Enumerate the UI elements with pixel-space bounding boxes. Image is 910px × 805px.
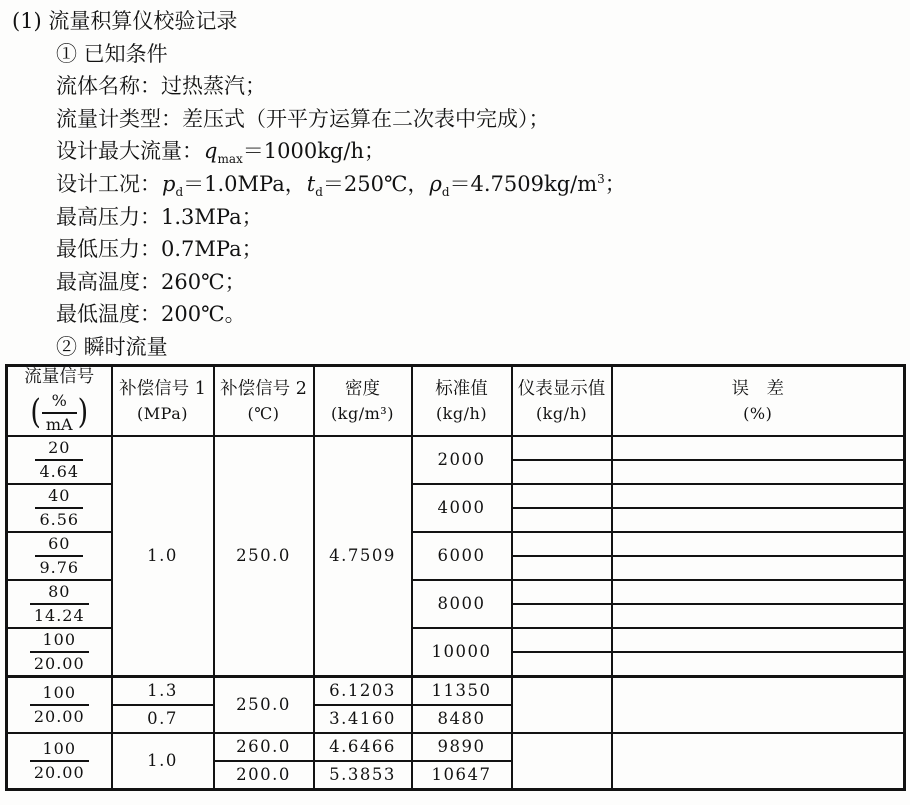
display-value-blank-cell [512, 436, 612, 460]
col-header-flow-signal: 流量信号 ( $\frac{\%}{mA}$ ) [7, 366, 112, 436]
col-header-density: 密度 (kg/m³) [314, 366, 412, 436]
max-pressure-line: 最高压力：1.3MPa； [56, 204, 263, 229]
density-cell: 5.3853 [314, 761, 412, 790]
density-cell: 4.7509 [314, 436, 412, 677]
flow-signal-cell: $\frac{80}{14.24}$ [7, 580, 112, 628]
col-header-comp2: 补偿信号 2 (℃) [214, 366, 314, 436]
flow-signal-cell: $\frac{100}{20.00}$ [7, 676, 112, 733]
standard-value-cell: 9890 [412, 733, 512, 761]
display-value-blank-cell [512, 460, 612, 484]
display-value-blank-cell [512, 556, 612, 580]
known-conditions-heading: ① 已知条件 [56, 41, 168, 66]
design-condition-line: 设计工况：$p_d=1.0MPa$，$t_d=250℃$，$\rho_d=4.7509kg/m^3$； [56, 171, 626, 200]
flow-signal-cell: $\frac{100}{20.00}$ [7, 733, 112, 790]
error-blank-cell [612, 604, 905, 628]
standard-value-cell: 2000 [412, 436, 512, 484]
flow-signal-cell: $\frac{40}{6.56}$ [7, 484, 112, 532]
doc-title: (1) 流量积算仪校验记录 [12, 9, 238, 33]
standard-value-cell: 4000 [412, 484, 512, 532]
meter-type-line: 流量计类型：差压式（开平方运算在二次表中完成）； [56, 106, 550, 131]
standard-value-cell: 11350 [412, 676, 512, 705]
col-header-error: 误 差 (%) [612, 366, 905, 436]
left-paren: ( [30, 393, 41, 433]
col-header-display: 仪表显示值 (kg/h) [512, 366, 612, 436]
error-blank-cell [612, 484, 905, 508]
compensation1-cell: 1.3 [112, 676, 214, 705]
error-blank-cell [612, 676, 905, 733]
design-max-flow-line: 设计最大流量：$q_{max}=1000kg/h$； [56, 139, 385, 167]
standard-value-cell: 10000 [412, 628, 512, 677]
compensation2-cell: 250.0 [214, 436, 314, 677]
standard-value-cell: 8000 [412, 580, 512, 628]
display-value-blank-cell [512, 676, 612, 733]
error-blank-cell [612, 436, 905, 460]
flow-signal-cell: $\frac{20}{4.64}$ [7, 436, 112, 484]
display-value-blank-cell [512, 604, 612, 628]
compensation1-cell: 1.0 [112, 436, 214, 677]
min-pressure-line: 最低压力：0.7MPa； [56, 237, 263, 262]
compensation1-cell: 0.7 [112, 705, 214, 733]
compensation2-cell: 260.0 [214, 733, 314, 761]
error-blank-cell [612, 556, 905, 580]
flow-signal-cell: $\frac{60}{9.76}$ [7, 532, 112, 580]
col-header-standard: 标准值 (kg/h) [412, 366, 512, 436]
error-blank-cell [612, 628, 905, 652]
compensation1-cell: 1.0 [112, 733, 214, 790]
min-temp-line: 最低温度：200℃。 [56, 302, 246, 327]
right-paren: ) [77, 393, 89, 433]
col-header-comp1: 补偿信号 1 (MPa) [112, 366, 214, 436]
fluid-name-line: 流体名称：过热蒸汽； [56, 74, 266, 99]
display-value-blank-cell [512, 532, 612, 556]
display-value-blank-cell [512, 733, 612, 790]
instant-flow-heading: ② 瞬时流量 [56, 334, 168, 359]
standard-value-cell: 10647 [412, 761, 512, 790]
density-cell: 3.4160 [314, 705, 412, 733]
error-blank-cell [612, 532, 905, 556]
density-cell: 4.6466 [314, 733, 412, 761]
error-blank-cell [612, 580, 905, 604]
flow-signal-cell: $\frac{100}{20.00}$ [7, 628, 112, 677]
standard-value-cell: 8480 [412, 705, 512, 733]
display-value-blank-cell [512, 580, 612, 604]
display-value-blank-cell [512, 484, 612, 508]
error-blank-cell [612, 460, 905, 484]
error-blank-cell [612, 733, 905, 790]
instant-flow-table [5, 364, 906, 791]
error-blank-cell [612, 508, 905, 532]
known-conditions-block [12, 5, 892, 364]
display-value-blank-cell [512, 652, 612, 677]
display-value-blank-cell [512, 508, 612, 532]
standard-value-cell: 6000 [412, 532, 512, 580]
max-temp-line: 最高温度：260℃； [56, 269, 246, 294]
compensation2-cell: 250.0 [214, 676, 314, 733]
error-blank-cell [612, 652, 905, 677]
compensation2-cell: 200.0 [214, 761, 314, 790]
instant-flow-table-wrap [5, 364, 906, 791]
density-cell: 6.1203 [314, 676, 412, 705]
display-value-blank-cell [512, 628, 612, 652]
